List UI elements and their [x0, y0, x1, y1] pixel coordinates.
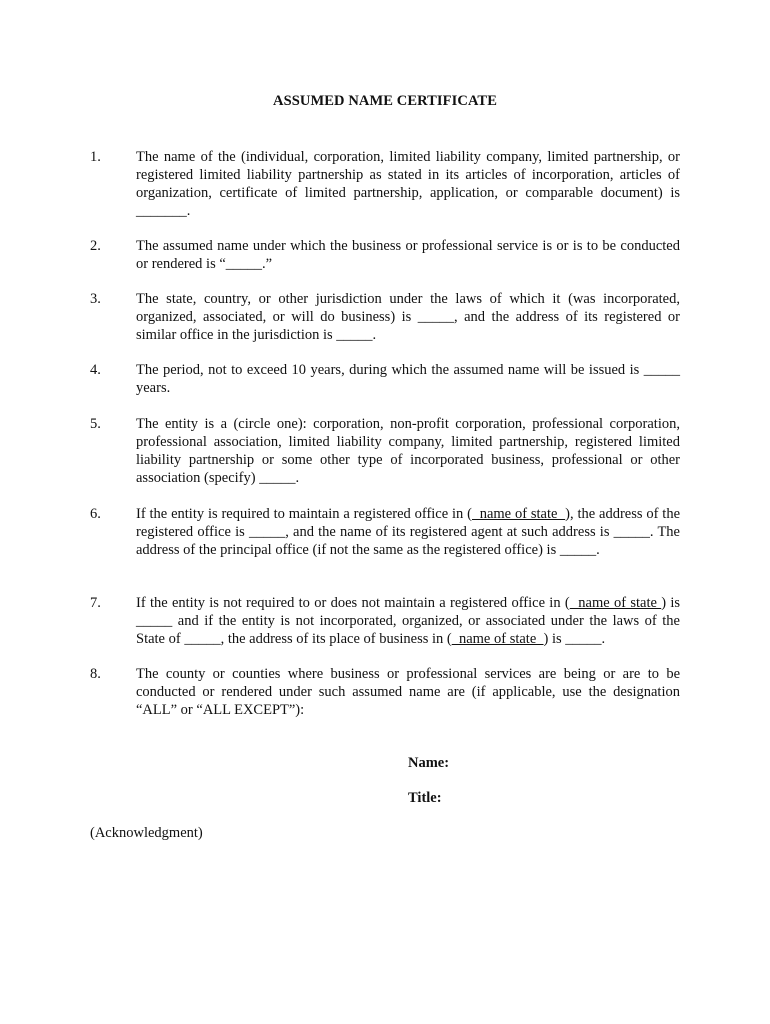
name-of-state-placeholder: name of state — [472, 506, 566, 522]
list-item — [90, 505, 690, 559]
item-text: The county or counties where business or professional services are being or are to be conducted or rendered under such assumed name are (if applicable, use the designation “ALL” or “ALL EXCEPT”): — [136, 666, 680, 718]
item-text: The period, not to exceed 10 years, during which the assumed name will be issued is _____ years. — [136, 362, 680, 396]
list-item — [90, 148, 690, 220]
item-text-before: If the entity is required to maintain a registered office in ( — [136, 506, 472, 522]
acknowledgment-label: (Acknowledgment) — [90, 825, 203, 841]
item-text — [136, 505, 680, 559]
list-item — [90, 361, 690, 397]
item-number: 6. — [90, 506, 101, 522]
item-number: 4. — [90, 362, 101, 378]
list-item — [90, 665, 690, 719]
name-of-state-placeholder: name of state — [451, 631, 544, 647]
item-number: 7. — [90, 595, 101, 611]
item-text-middle: ) is _____ and if the entity is not incorporated, organized, or associated under the laws of the State of _____, the address of its place of business in ( — [136, 595, 680, 647]
item-text-after: ), the address of the registered office is _____, and the name of its registered agent at such address is _____. The address of the principal office (if not the same as the registered office) is _____. — [136, 506, 681, 558]
item-number: 3. — [90, 291, 101, 307]
item-number: 5. — [90, 416, 101, 432]
document-title: ASSUMED NAME CERTIFICATE — [273, 93, 497, 109]
list-item — [90, 237, 690, 273]
item-number: 8. — [90, 666, 101, 682]
list-item — [90, 290, 690, 344]
item-text-after: ) is _____. — [543, 631, 606, 647]
item-number: 2. — [90, 238, 101, 254]
item-text: The entity is a (circle one): corporation, non-profit corporation, professional corporation, professional association, limited liability company, limited partnership, registered limited liability partnership or some other type of incorporated business, professional or other association (specify) _____. — [136, 416, 680, 486]
list-item — [90, 415, 690, 487]
item-text: The assumed name under which the business or professional service is or is to be conducted or rendered is “_____.” — [136, 238, 680, 272]
item-text-before: If the entity is not required to or does not maintain a registered office in ( — [136, 595, 570, 611]
item-text: The name of the (individual, corporation, limited liability company, limited partnership, or registered limited liability partnership as stated in its articles of incorporation, articles of organization, certificate of limited partnership, application, or comparable document) is _______. — [136, 149, 680, 219]
signature-title-label: Title: — [408, 790, 442, 806]
signature-name-label: Name: — [408, 755, 450, 771]
name-of-state-placeholder: name of state — [569, 595, 662, 611]
list-item — [90, 594, 690, 648]
item-text: The state, country, or other jurisdiction under the laws of which it (was incorporated, organized, associated, or will do business) is _____, and the address of its registered or similar office in the jurisdiction is _____. — [136, 291, 680, 343]
item-number: 1. — [90, 149, 101, 165]
item-text — [136, 594, 680, 648]
